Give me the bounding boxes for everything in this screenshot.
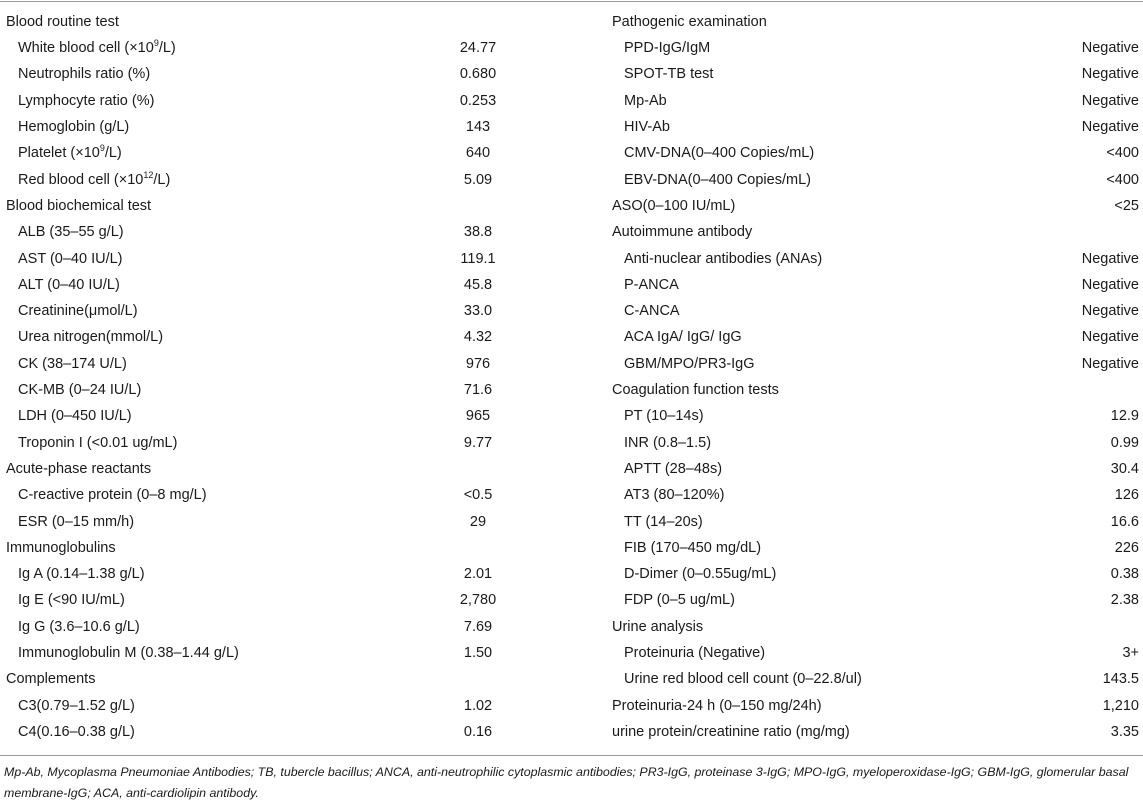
- row-label: urine protein/creatinine ratio (mg/mg): [612, 723, 850, 740]
- row-label: PT (10–14s): [624, 408, 704, 425]
- row-label: Autoimmune antibody: [612, 224, 753, 241]
- table-row-alt-0-40-iu-l: [0, 272, 612, 298]
- row-value: 965: [465, 408, 491, 425]
- row-value: 0.16: [463, 723, 493, 740]
- table-row-ck-38-174-u-l: [0, 351, 612, 377]
- table-footnote: Mp-Ab, Mycoplasma Pneumoniae Antibodies; TB, tubercle bacillus; ANCA, anti-neutrophilic cytoplasmic antibodies; PR3-IgG, proteinase 3-IgG; MPO-IgG, myeloperoxidase-IgG; GBM-IgG, glomerular basal membrane-IgG; ACA, anti-cardiolipin antibody.: [4, 765, 1129, 800]
- row-value: Negative: [1081, 66, 1139, 83]
- row-label: Ig A (0.14–1.38 g/L): [18, 566, 145, 583]
- table-row-proteinuria-negative: [612, 640, 1143, 666]
- row-label: Hemoglobin (g/L): [18, 119, 130, 136]
- row-label: GBM/MPO/PR3-IgG: [624, 355, 755, 372]
- row-value: Negative: [1081, 92, 1139, 109]
- table-row-c3-0-79-1-52-g-l: [0, 693, 612, 719]
- row-value: 0.38: [1110, 566, 1139, 583]
- row-value: 7.69: [463, 618, 493, 635]
- row-label: AST (0–40 IU/L): [18, 250, 123, 267]
- row-value: 2,780: [459, 592, 497, 609]
- table-row-mp-ab: [612, 88, 1143, 114]
- row-value: 126: [1114, 487, 1139, 504]
- row-value: 3.35: [1110, 723, 1139, 740]
- row-label: APTT (28–48s): [624, 460, 723, 477]
- table-row-c-reactive-protein-0-8-mg-l: [0, 482, 612, 508]
- row-label: Mp-Ab: [624, 92, 667, 109]
- row-label: Immunoglobulin M (0.38–1.44 g/L): [18, 645, 239, 662]
- row-value: <400: [1106, 171, 1139, 188]
- row-value: 33.0: [463, 303, 493, 320]
- section-header-immunoglobulins: [0, 535, 612, 561]
- table-row-aptt-28-48s: [612, 456, 1143, 482]
- row-value: 1,210: [1102, 697, 1139, 714]
- right-column: [612, 9, 1143, 745]
- row-value: 71.6: [463, 382, 493, 399]
- section-header-autoimmune-antibody: [612, 219, 1143, 245]
- row-label: CMV-DNA(0–400 Copies/mL): [624, 145, 815, 162]
- row-value: 3+: [1122, 645, 1139, 662]
- row-value: <0.5: [463, 487, 493, 504]
- table-row-platelet-10: [0, 140, 612, 166]
- row-label: FIB (170–450 mg/dL): [624, 539, 762, 556]
- table-row-ig-g-3-6-10-6-g-l: [0, 614, 612, 640]
- row-label: LDH (0–450 IU/L): [18, 408, 132, 425]
- row-value: 1.02: [463, 697, 493, 714]
- row-value: 143.5: [1102, 671, 1139, 688]
- row-label: Ig G (3.6–10.6 g/L): [18, 618, 140, 635]
- table-row-ldh-0-450-iu-l: [0, 403, 612, 429]
- row-value: 143: [465, 119, 491, 136]
- table-row-at3-80-120: [612, 482, 1143, 508]
- row-label: Pathogenic examination: [612, 13, 767, 30]
- row-label: P-ANCA: [624, 276, 679, 293]
- row-value: 0.253: [459, 92, 497, 109]
- table-row-urea-nitrogen-mmol-l: [0, 325, 612, 351]
- row-value: Negative: [1081, 250, 1139, 267]
- table-row-red-blood-cell-10: [0, 167, 612, 193]
- row-label: ALB (35–55 g/L): [18, 224, 124, 241]
- section-header-coagulation-function-tests: [612, 377, 1143, 403]
- row-value: 0.680: [459, 66, 497, 83]
- table-row-hemoglobin-g-l: [0, 114, 612, 140]
- row-value: Negative: [1081, 276, 1139, 293]
- table-row-spot-tb-test: [612, 62, 1143, 88]
- row-label: AT3 (80–120%): [624, 487, 725, 504]
- row-label: Ig E (<90 IU/mL): [18, 592, 125, 609]
- table-row-ast-0-40-iu-l: [0, 246, 612, 272]
- row-value: 4.32: [463, 329, 493, 346]
- table-row-aca-iga-igg-igg: [612, 325, 1143, 351]
- row-label: TT (14–20s): [624, 513, 703, 530]
- row-label: ASO(0–100 IU/mL): [612, 197, 736, 214]
- row-value: 5.09: [463, 171, 493, 188]
- row-label: Troponin I (<0.01 ug/mL): [18, 434, 178, 451]
- section-header-pathogenic-examination: [612, 9, 1143, 35]
- table-row-d-dimer-0-0-55ug-ml: [612, 561, 1143, 587]
- row-label: Proteinuria-24 h (0–150 mg/24h): [612, 697, 822, 714]
- table-row-white-blood-cell-10: [0, 35, 612, 61]
- row-label: Lymphocyte ratio (%): [18, 92, 155, 109]
- section-header-aso-0-100-iu-ml: [612, 193, 1143, 219]
- row-value: 640: [465, 145, 491, 162]
- row-value: <25: [1114, 197, 1139, 214]
- row-label: CK-MB (0–24 IU/L): [18, 382, 142, 399]
- table-row-gbm-mpo-pr3-igg: [612, 351, 1143, 377]
- row-label: Urine analysis: [612, 618, 704, 635]
- table-row-fdp-0-5-ug-ml: [612, 588, 1143, 614]
- row-label: ALT (0–40 IU/L): [18, 276, 120, 293]
- row-label: PPD-IgG/IgM: [624, 40, 711, 57]
- table-row-cmv-dna-0-400-copies-ml: [612, 140, 1143, 166]
- row-value: 976: [465, 355, 491, 372]
- row-value: 24.77: [459, 40, 497, 57]
- section-header-complements: [0, 666, 612, 692]
- bottom-rule: [0, 755, 1143, 756]
- row-label: Creatinine(μmol/L): [18, 303, 138, 320]
- row-value: 9.77: [463, 434, 493, 451]
- table-row-c-anca: [612, 298, 1143, 324]
- section-header-blood-biochemical-test: [0, 193, 612, 219]
- row-label: Complements: [6, 671, 96, 688]
- row-label: C3(0.79–1.52 g/L): [18, 697, 135, 714]
- row-label: ESR (0–15 mm/h): [18, 513, 135, 530]
- row-label: Urine red blood cell count (0–22.8/ul): [624, 671, 862, 688]
- row-value: 45.8: [463, 276, 493, 293]
- row-label: Blood routine test: [6, 13, 119, 30]
- table-row-ig-e-90-iu-ml: [0, 588, 612, 614]
- row-label: INR (0.8–1.5): [624, 434, 712, 451]
- row-value: 12.9: [1110, 408, 1139, 425]
- row-label: Anti-nuclear antibodies (ANAs): [624, 250, 823, 267]
- table-row-neutrophils-ratio: [0, 62, 612, 88]
- row-value: 119.1: [460, 250, 496, 267]
- row-value: 29: [469, 513, 487, 530]
- row-value: 30.4: [1110, 460, 1139, 477]
- section-header-acute-phase-reactants: [0, 456, 612, 482]
- row-label: FDP (0–5 ug/mL): [624, 592, 735, 609]
- table-row-immunoglobulin-m-0-38-1-44-g-l: [0, 640, 612, 666]
- table-row-tt-14-20s: [612, 509, 1143, 535]
- table-row-p-anca: [612, 272, 1143, 298]
- table-row-creatinine-mol-l: [0, 298, 612, 324]
- row-label: Neutrophils ratio (%): [18, 66, 151, 83]
- row-value: 2.38: [1110, 592, 1139, 609]
- section-header-urine-analysis: [612, 614, 1143, 640]
- row-value: <400: [1106, 145, 1139, 162]
- row-value: Negative: [1081, 119, 1139, 136]
- top-rule: [0, 1, 1143, 2]
- row-value: Negative: [1081, 329, 1139, 346]
- row-value: Negative: [1081, 40, 1139, 57]
- section-header-proteinuria-24-h-0-150-mg-24h: [612, 693, 1143, 719]
- table-row-pt-10-14s: [612, 403, 1143, 429]
- section-header-urine-protein-creatinine-ratio-mg-mg: [612, 719, 1143, 745]
- table-row-ig-a-0-14-1-38-g-l: [0, 561, 612, 587]
- table-row-alb-35-55-g-l: [0, 219, 612, 245]
- row-label: White blood cell $(\times 10^9/L)$: [18, 38, 176, 57]
- table-body: [0, 9, 1143, 745]
- row-label: C4(0.16–0.38 g/L): [18, 723, 135, 740]
- row-label: Coagulation function tests: [612, 382, 779, 399]
- row-label: EBV-DNA(0–400 Copies/mL): [624, 171, 811, 188]
- table-row-hiv-ab: [612, 114, 1143, 140]
- row-label: ACA IgA/ IgG/ IgG: [624, 329, 742, 346]
- row-label: Urea nitrogen(mmol/L): [18, 329, 164, 346]
- table-row-ck-mb-0-24-iu-l: [0, 377, 612, 403]
- table-row-c4-0-16-0-38-g-l: [0, 719, 612, 745]
- table-row-fib-170-450-mg-dl: [612, 535, 1143, 561]
- table-row-ebv-dna-0-400-copies-ml: [612, 167, 1143, 193]
- row-label: D-Dimer (0–0.55ug/mL): [624, 566, 777, 583]
- row-label: C-ANCA: [624, 303, 680, 320]
- row-label: Red blood cell $(\times 10^{12}/L)$: [18, 169, 171, 188]
- row-label: Blood biochemical test: [6, 197, 152, 214]
- row-value: 2.01: [463, 566, 493, 583]
- row-label: Proteinuria (Negative): [624, 645, 766, 662]
- table-row-lymphocyte-ratio: [0, 88, 612, 114]
- row-value: 226: [1114, 539, 1139, 556]
- row-label: Immunoglobulins: [6, 539, 116, 556]
- row-label: HIV-Ab: [624, 119, 670, 136]
- left-column: [0, 9, 612, 745]
- table-row-anti-nuclear-antibodies-anas: [612, 246, 1143, 272]
- table-row-inr-0-8-1-5: [612, 430, 1143, 456]
- row-value: 38.8: [463, 224, 493, 241]
- row-label: C-reactive protein (0–8 mg/L): [18, 487, 207, 504]
- row-label: Platelet $(\times 10^9/L)$: [18, 143, 122, 162]
- table-row-esr-0-15-mm-h: [0, 509, 612, 535]
- section-header-blood-routine-test: [0, 9, 612, 35]
- row-label: CK (38–174 U/L): [18, 355, 127, 372]
- row-value: 1.50: [463, 645, 493, 662]
- row-value: Negative: [1081, 303, 1139, 320]
- row-value: Negative: [1081, 355, 1139, 372]
- row-value: 16.6: [1110, 513, 1139, 530]
- table-row-troponin-i-0-01-ug-ml: [0, 430, 612, 456]
- table-row-urine-red-blood-cell-count-0-22-8-ul: [612, 666, 1143, 692]
- row-value: 0.99: [1110, 434, 1139, 451]
- row-label: SPOT-TB test: [624, 66, 714, 83]
- row-label: Acute-phase reactants: [6, 460, 152, 477]
- table-row-ppd-igg-igm: [612, 35, 1143, 61]
